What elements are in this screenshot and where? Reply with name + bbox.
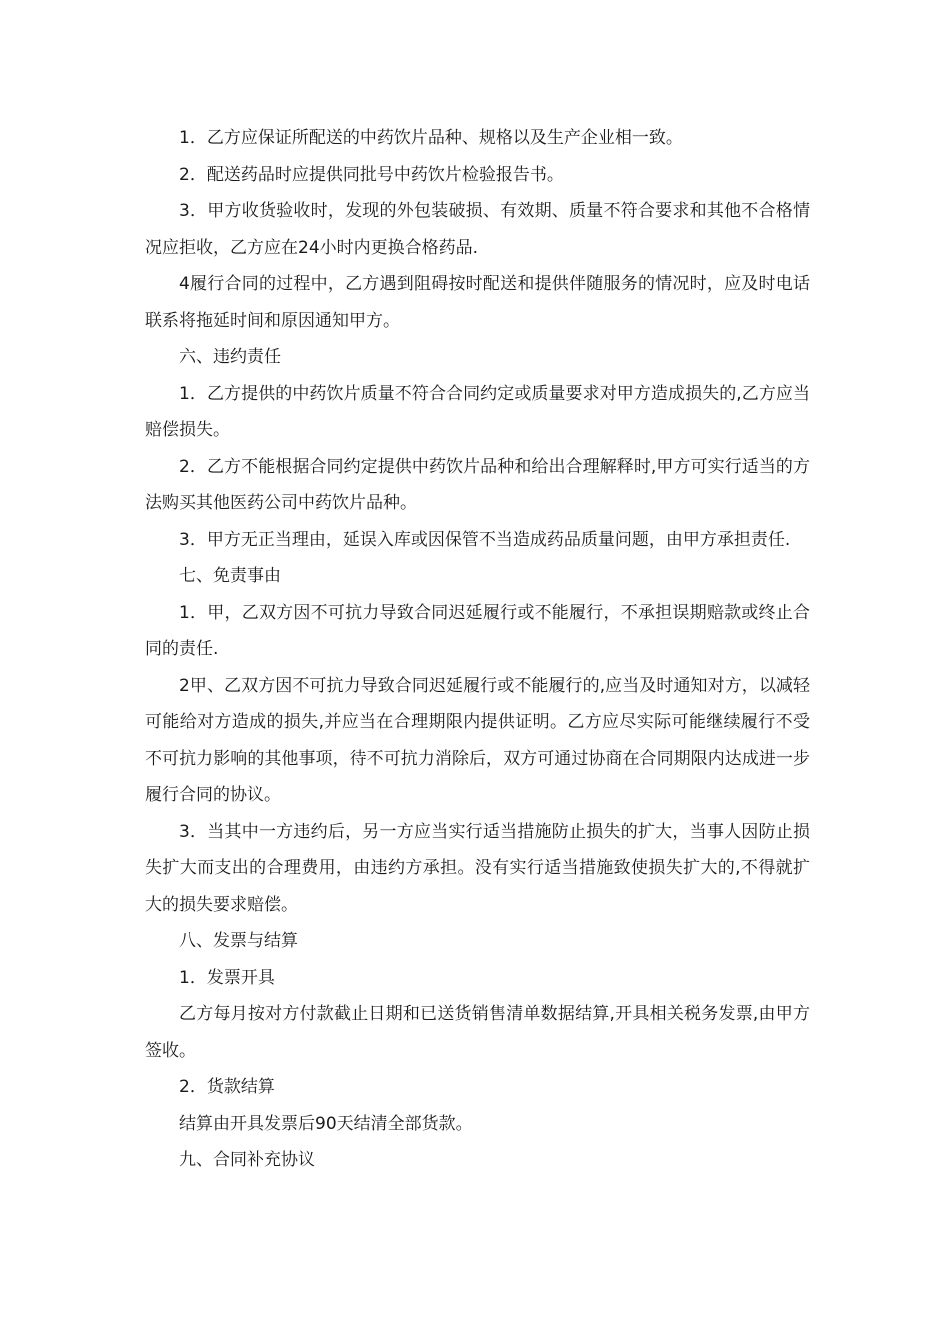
section-heading-invoice-settlement: 八、发票与结算 (179, 931, 298, 951)
subheading-invoicing: 1．发票开具 (179, 967, 275, 988)
subheading-payment-settlement: 2．货款结算 (179, 1077, 275, 1097)
clause-acceptance-rejection: 3．甲方收货验收时，发现的外包装破损、有效期、质量不符合要求和其他不合格情况应拒收，乙方应在24小时内更换合格药品. (145, 201, 810, 258)
section-heading-supplement: 九、合同补充协议 (179, 1150, 315, 1170)
document-body (145, 120, 810, 1179)
clause-payment-settlement: 结算由开具发票后90天结清全部货款。 (179, 1113, 473, 1134)
clause-force-majeure-notice: 2甲、乙双方因不可抗力导致合同迟延履行或不能履行的,应当及时通知对方，以减轻可能给对方造成的损失,并应当在合理期限内提供证明。乙方应尽实际可能继续履行不受不可抗力影响的其他事项，待不可抗力消除后，双方可通过协商在合同期限内达成进一步履行合同的协议。 (145, 675, 810, 805)
clause-breach-quality: 1．乙方提供的中药饮片质量不符合合同约定或质量要求对甲方造成损失的,乙方应当赔偿损失。 (145, 383, 810, 440)
clause-supply-consistency: 1．乙方应保证所配送的中药饮片品种、规格以及生产企业相一致。 (179, 128, 683, 148)
section-heading-breach: 六、违约责任 (179, 347, 281, 367)
clause-force-majeure-liability: 1．甲，乙双方因不可抗力导致合同迟延履行或不能履行，不承担误期赔款或终止合同的责任. (145, 602, 810, 659)
clause-mitigation: 3．当其中一方违约后，另一方应当实行适当措施防止损失的扩大，当事人因防止损失扩大而支出的合理费用，由违约方承担。没有实行适当措施致使损失扩大的,不得就扩大的损失要求赔偿。 (145, 821, 810, 915)
section-heading-exemption: 七、免责事由 (179, 566, 281, 586)
clause-breach-variety: 2．乙方不能根据合同约定提供中药饮片品种和给出合理解释时,甲方可实行适当的方法购买其他医药公司中药饮片品种。 (145, 456, 810, 513)
clause-invoicing: 乙方每月按对方付款截止日期和已送货销售清单数据结算,开具相关税务发票,由甲方签收。 (145, 1004, 810, 1061)
clause-inspection-report: 2．配送药品时应提供同批号中药饮片检验报告书。 (179, 164, 564, 185)
clause-breach-party-a: 3．甲方无正当理由，延误入库或因保管不当造成药品质量问题，由甲方承担责任. (179, 529, 791, 550)
clause-delay-notice: 4履行合同的过程中，乙方遇到阻碍按时配送和提供伴随服务的情况时，应及时电话联系将拖延时间和原因通知甲方。 (145, 274, 810, 331)
